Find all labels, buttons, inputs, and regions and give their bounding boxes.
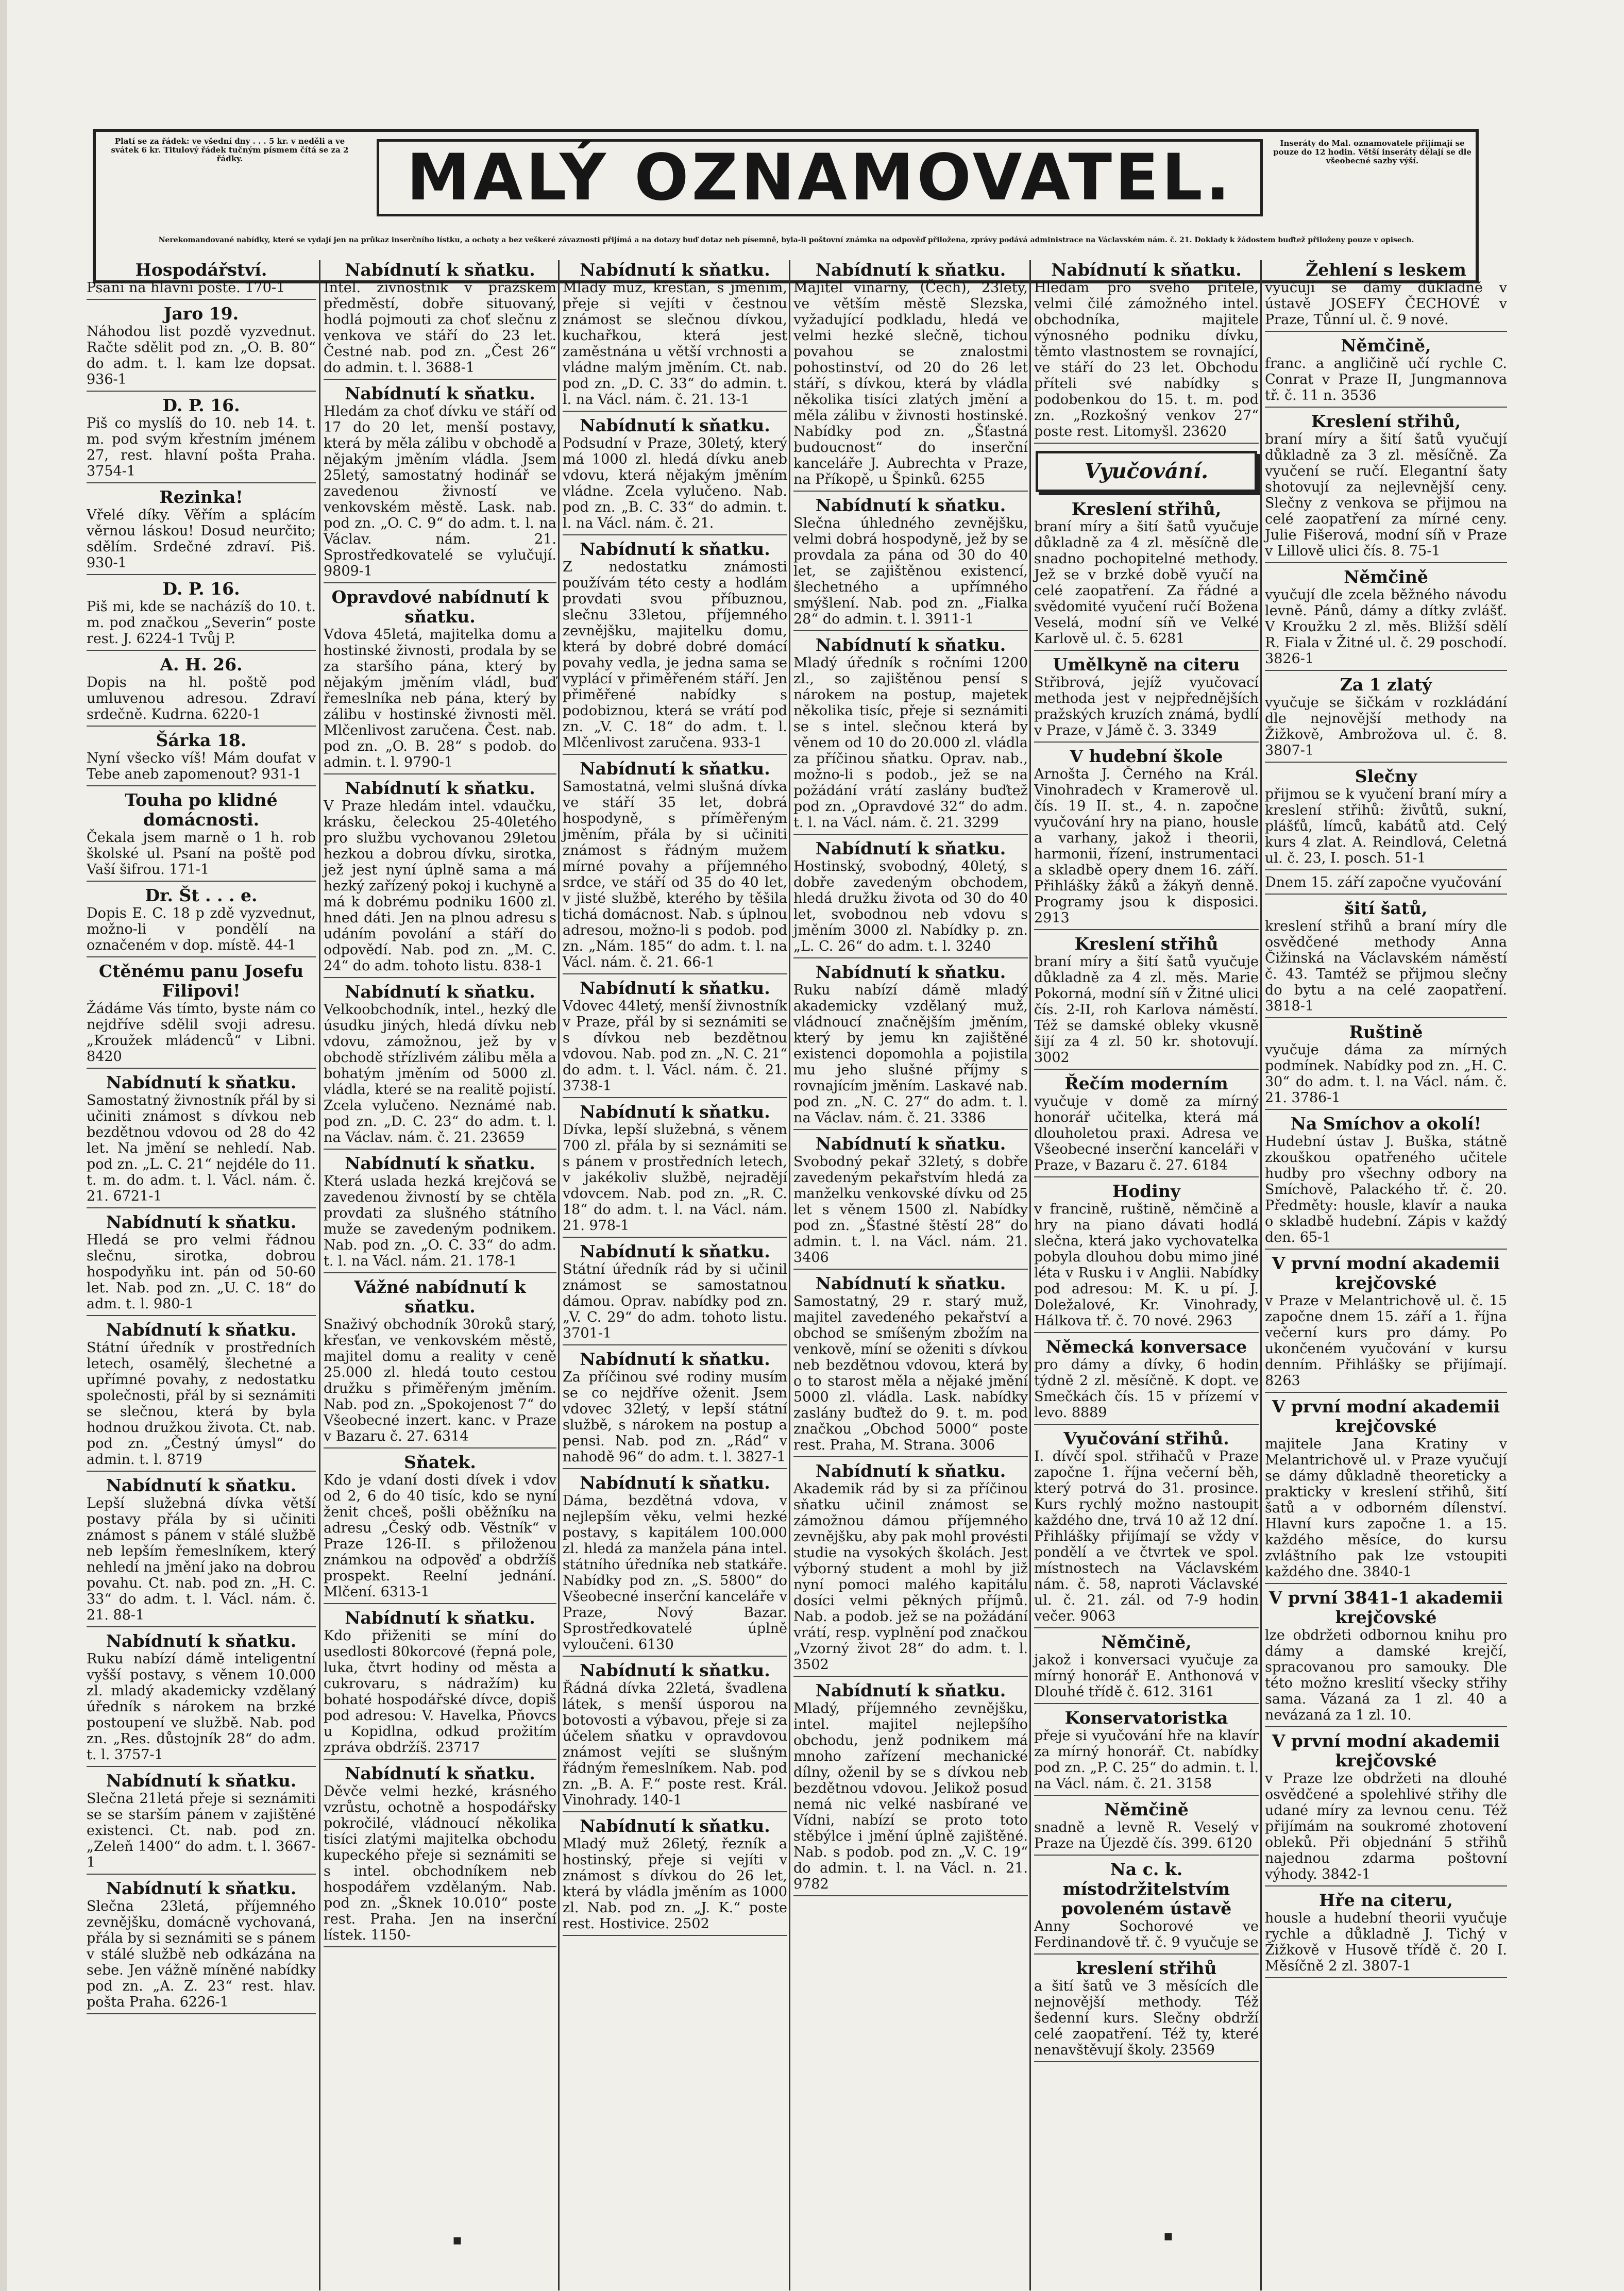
ad-heading: Nabídnutí k sňatku.: [580, 1241, 770, 1261]
classified-ad: [324, 1154, 556, 1273]
ad-text: braní míry a šití šatů vyučují důkladně za 3 zl. měsíčně. Za vyučení se ručí. Elegantní šaty shotovují za nejlevnější ceny. Slečny z venkova se přijmou na celé zaopatření za mírné ceny. Julie Fišerová, modní síň v Praze v Lillově ulici čís. 8. 75-1: [1265, 431, 1507, 559]
classified-ad: [793, 635, 1028, 835]
ad-text: Státní úředník rád by si učinil známost se samostatnou dámou. Oprav. nabídky pod zn. „V. C. 29“ do adm. tohoto listu. 3701-1: [563, 1261, 787, 1341]
ad-text: Samostatný živnostník přál by si učiniti známost s dívkou neb bezdětnou vdovou od 28 do 42 let. Na jmění se nehledí. Nab. pod zn. „L. C. 21“ nejdéle do 11. t. m. do adm. t. l. Václ. nám. č. 21. 6721-1: [87, 1092, 316, 1204]
classified-ad: [563, 1242, 787, 1345]
ad-text: Hostinský, svobodný, 40letý, s dobře zavedeným obchodem, hledá družku života od 30 do 40 let, svobodnou neb vdovu s jměním 3000 zl. Nabídky p. zn. „L. C. 26“ do adm. t. l. 3240: [793, 858, 1028, 954]
ad-text: Dívka, lepší služebná, s věnem 700 zl. přála by si seznámiti se s pánem v prostředních letech, v jakékoliv službě, nejradějí vdovcem. Nab. pod zn. „R. C. 18“ do adm. t. l. na Václ. nám. 21. 978-1: [563, 1122, 787, 1234]
ad-heading: Sňatek.: [404, 1452, 476, 1472]
ad-heading: Nabídnutí k sňatku.: [345, 1608, 535, 1628]
bottom-mark-right: ▪: [1163, 2227, 1173, 2244]
ad-text: přeje si vyučování hře na klavír za mírný honorář. Ct. nabídky pod zn. „P. C. 25“ do admin. t. l. na Václ. nám. č. 21. 3158: [1034, 1728, 1259, 1792]
ad-text: Dopis na hl. poště pod umluvenou adresou. Zdraví srdečně. Kudrna. 6220-1: [87, 675, 316, 722]
ad-heading: Němčině: [1104, 1799, 1189, 1820]
classified-ad: [324, 1453, 556, 1604]
ad-text: Akademik rád by si za příčinou sňatku učinil známost se zámožnou dámou příjemného zevnějšku, aby pak mohl provésti studie na vysokých školách. Jest výborný student a mohl by již nyní pomoci malého kapitálu dosíci velmi pěkných příjmů. Nab. a podob. jež se na požádání vrátí, resp. vyplnění pod značkou „Vzorný život 28“ do adm. t. l. 3502: [793, 1481, 1028, 1673]
classified-ad: [563, 759, 787, 974]
ad-text: Arnošta J. Černého na Král. Vinohradech v Kramerově ul. čís. 19 II. st., 4. n. započne vyučování hry na piano, housle a varhany, jakož i theorii, harmonii, řízení, instrumentaci a skladbě opery dnem 16. září. Přihlášky žáků a žákyň denně. Programy jsou k disposici. 2913: [1034, 766, 1259, 926]
ad-heading: Nabídnutí k sňatku.: [345, 1763, 535, 1783]
classified-ad: [563, 1102, 787, 1238]
ad-heading: Nabídnutí k sňatku.: [815, 1680, 1006, 1700]
ad-text: Čekala jsem marně o 1 h. rob školské ul. Psaní na poště pod Vaší šifrou. 171-1: [87, 830, 316, 878]
classified-ad: [1034, 1632, 1259, 1704]
ad-text: Žádáme Vás tímto, byste nám co nejdříve sdělil svoji adresu. „Kroužek mládenců“ v Libni. 8420: [87, 1001, 316, 1065]
ad-heading: A. H. 26.: [160, 654, 243, 675]
ad-text: Ruku nabízí dámě mladý akademicky vzdělaný muž, vládnoucí značnějším jměním, který by jemu kn zajištěné existenci dopomohla a pojistila mu jeho slušné příjmy s rovnajícím jměním. Laskavé nab. pod zn. „N. C. 27“ do adm. t. l. na Václav. nám. č. 21. 3386: [793, 982, 1028, 1126]
ad-heading: šití šatů,: [1344, 898, 1428, 918]
masthead-deadline-note: Inseráty do Mal. oznamovatele přijímají se pouze do 12 hodin. Větší inseráty dělají se dle všeobecné sazby výší.: [1273, 139, 1471, 165]
classified-ad: [563, 1473, 787, 1657]
page-edge: [0, 0, 7, 2291]
classified-ad: [563, 1350, 787, 1469]
classified-ad: [324, 779, 556, 978]
classified-ad: [563, 1816, 787, 1936]
ad-heading: Ctěnému panu Josefu Filipovi!: [98, 961, 304, 1001]
classified-ad: [1034, 747, 1259, 930]
classified-ad: [1265, 767, 1507, 870]
ad-text: vyučuje se šičkám v rozkládání dle nejnovější methody na Žižkově, Ambrožova ul. č. 8. 3807-1: [1265, 695, 1507, 759]
column-3: [558, 260, 790, 2290]
ad-heading: V první 3841-1 akademii krejčovské: [1268, 1588, 1503, 1627]
classified-ad: [87, 1073, 316, 1208]
classified-ad: [87, 790, 316, 882]
classified-ad: [1034, 655, 1259, 743]
ad-text: Z nedostatku známosti používám této cesty a hodlám provdati svou příbuznou, slečnu 33letou, příjemného zevnějšku, majitelku domu, která by dobré dobré domácí povahy vedla, je jedna sama se vyplácí v přiměřeném stáří. Jen přiměřené nabídky s podobiznou, která se vrátí pod zn. „V. C. 18“ do adm. t. l. Mlčenlivost zaručena. 933-1: [563, 559, 787, 751]
classified-ad: [324, 1277, 556, 1448]
ad-heading: Dr. Št . . . e.: [145, 885, 258, 905]
classified-ad: [87, 1879, 316, 2014]
ad-heading: Nabídnutí k sňatku.: [580, 260, 770, 280]
bottom-mark-left: ▪: [452, 2231, 462, 2248]
classified-ad: [1034, 1959, 1259, 2062]
ad-text: Anny Sochorové ve Ferdinandově tř. č. 9 vyučuje se: [1034, 1918, 1259, 1950]
ad-text: Střibrová, jejíž vyučovací methoda jest v nejpřednějších pražských kruzích známá, bydlí v Praze, v Jámě č. 3. 3349: [1034, 675, 1259, 738]
ad-text: Intel. živnostník v pražském předměstí, dobře situovaný, hodlá pojmouti za choť slečnu z venkova ve stáří do 23 let. Čestné nab. pod zn. „Čest 26“ do admin. t. l. 3688-1: [324, 280, 556, 376]
classified-ad: [1034, 1429, 1259, 1628]
ad-heading: Nabídnutí k sňatku.: [815, 1461, 1006, 1481]
classified-ad: [324, 384, 556, 583]
classified-ad: [793, 496, 1028, 631]
classified-ad: [793, 1681, 1028, 1896]
masthead-title: MALÝ OZNAMOVATEL.: [377, 139, 1263, 216]
ad-text: Ruku nabízí dámě inteligentní vyšší postavy, s věnem 10.000 zl. mladý akademicky vzdělaný úředník s nárokem na brzké postoupení ve službě. Nab. pod zn. „Res. důstojník 28“ do adm. t. l. 3757-1: [87, 1651, 316, 1763]
ad-heading: Nabídnutí k sňatku.: [815, 1273, 1006, 1293]
ad-heading: Nabídnutí k sňatku.: [345, 1153, 535, 1173]
ad-text: vyučuje dáma za mírných podmínek. Nabídky pod zn. „H. C. 30“ do adm. t. l. na Václ. nám. č. 21. 3786-1: [1265, 1042, 1507, 1106]
classified-ad: [1034, 1800, 1259, 1856]
ad-text: Samostatný, 29 r. starý muž, majitel zavedeného pekařství a obchod se smíšeným zbožím na venkově, míní se oženiti s dívkou neb bezdětnou vdovou, která by o to starost měla a nějaké jmění 5000 zl. vládla. Lask. nabídky zaslány buďtež do 9. t. m. pod značkou „Obchod 5000“ poste rest. Praha, M. Strana. 3006: [793, 1293, 1028, 1453]
ad-heading: Německá konversace: [1045, 1337, 1247, 1357]
ad-text: v Praze lze obdržeti na dlouhé osvědčené a spolehlivé střihy dle udané míry za levnou cenu. Též přijímám na soukromé zhotovení obleků. Při objednání 5 střihů najednou zdarma poštovní výhody. 3842-1: [1265, 1771, 1507, 1882]
column-6: [1260, 260, 1507, 2290]
classified-ad: [1034, 1708, 1259, 1796]
ad-text: Mladý úředník s ročními 1200 zl., so zajištěnou pensí s nárokem na postup, majetek několika tisíc, přeje si seznámiti se s intel. slečnou která by věnem od 10 do 20.000 zl. vládla za příčinou sňatku. Oprav. nab., možno-li s podob., jež se na požádání vrátí zaslány buďtež pod zn. „Opravdové 32“ do adm. t. l. na Václ. nám. č. 21. 3299: [793, 655, 1028, 831]
ad-text: vyučují se dámy důkladně v ústavě JOSEFY ČECHOVÉ v Praze, Tůnní ul. č. 9 nové.: [1265, 280, 1507, 328]
ad-heading: Šárka 18.: [156, 730, 247, 750]
ad-text: Snaživý obchodník 30roků starý, křesťan, ve venkovském městě, majitel domu a reality v ceně 25.000 zl. hledá touto cestou družku s přiměřeným jměním. Nab. pod zn. „Spokojenost 7“ do Všeobecné inzert. kanc. v Praze v Bazaru č. 27. 6314: [324, 1317, 556, 1444]
classified-ad: [324, 982, 556, 1150]
ad-text: Vdova 45letá, majitelka domu a hostinské živnosti, prodala by se za staršího pána, který by nějakým jměním vládl, buď řemeslníka neb pána, který by zálibu v hostinské živnosti měl. Mlčenlivost zaručena. Čest. nab. pod zn. „O. B. 28“ s podob. do admin. t. l. 9790-1: [324, 627, 556, 770]
ad-heading: Nabídnutí k sňatku.: [106, 1878, 297, 1898]
ad-text: Státní úředník v prostředních letech, osamělý, šlechetné a upřímné povahy, z nedostatku společnosti, přál by si seznámiti se slečnou, která by byla hodnou družkou života. Ct. nab. pod zn. „Čestný úmysl“ do admin. t. l. 8719: [87, 1340, 316, 1468]
classified-ad: [87, 962, 316, 1069]
ad-heading: Němčině,: [1341, 335, 1431, 356]
classified-ad: [87, 1476, 316, 1627]
ad-heading: Umělkyně na citeru: [1053, 654, 1240, 675]
classified-ad: [793, 260, 1028, 492]
ad-text: jakož i konversaci vyučuje za mírný honorář E. Anthonová v Dlouhé třídě č. 612. 3161: [1034, 1652, 1259, 1700]
classified-ad: [87, 487, 316, 575]
column-1: [87, 260, 319, 2290]
section-header-vyucovani: Vyučování.: [1036, 451, 1257, 492]
ad-heading: Nabídnutí k sňatku.: [815, 635, 1006, 655]
classified-ad: [1265, 1254, 1507, 1393]
classified-ad: [87, 1320, 316, 1472]
ad-heading: V první modní akademii krejčovské: [1272, 1396, 1500, 1436]
ad-heading: V první modní akademii krejčovské: [1272, 1253, 1500, 1293]
ad-text: Slečna 21letá přeje si seznámiti se se starším pánem v zajištěné existenci. Ct. nab. pod zn. „Zeleň 1400“ do adm. t. l. 3667-1: [87, 1791, 316, 1871]
ad-heading: Vážné nabídnutí k sňatku.: [354, 1277, 526, 1317]
classified-ad: [793, 1461, 1028, 1677]
classified-ad: [1034, 1860, 1259, 1955]
ad-heading: Němčině,: [1101, 1632, 1192, 1652]
classified-ad: [87, 655, 316, 727]
ad-heading: Konservatoristka: [1064, 1708, 1228, 1728]
ad-heading: Hospodářství.: [135, 260, 267, 280]
ad-text: franc. a angličině učí rychle C. Conrat v Praze II, Jungmannova tř. č. 11 n. 3536: [1265, 356, 1507, 403]
classified-ad: [87, 396, 316, 483]
ad-text: Samostatná, velmi slušná dívka ve stáří 35 let, dobrá hospodyně, s příměřeným jměním, přála by si učiniti známost s řádným mužem mírné povahy a příjemného srdce, ve stáří od 35 do 40 let, v jisté službě, kterého by těšila tichá domácnost. Nab. s úplnou adresou, možno-li s podob. pod zn. „Nám. 185“ do adm. t. l. na Václ. nám. č. 21. 66-1: [563, 779, 787, 970]
ad-heading: Nabídnutí k sňatku.: [345, 260, 535, 280]
ad-text: lze obdržeti odbornou knihu pro dámy a damské krejčí, spracovanou pro samouky. Dle této možno kreslití všecky střihy sama. Vázaná za 1 zl. 40 a nevázaná za 1 zl. 10.: [1265, 1627, 1507, 1723]
ad-text: Dnem 15. září započne vyučování: [1265, 874, 1501, 890]
classified-ad: [1265, 1397, 1507, 1584]
classified-ad: [1034, 934, 1259, 1070]
classified-ad: [563, 260, 787, 412]
classified-ad: [324, 1608, 556, 1760]
column-2: [319, 260, 560, 2290]
ad-text: V Praze hledám intel. vdaučku, krásku, čeleckou 25-40letého pro službu vychovanou 29letou hezkou a dobrou dívku, sirotka, jež jest nyní úplně sama a má hezký zařízený pokoj i kuchyně a má k dobrému podniku 1600 zl. hned dáti. Jen na plnou adresu s udáním povolání a stáří do odpovědí. Nab. pod zn. „M. C. 24“ do adm. tohoto listu. 838-1: [324, 798, 556, 974]
classified-ad: [1265, 260, 1507, 332]
ad-text: Náhodou list pozdě vyzvednut. Račte sdělit pod zn. „O. B. 80“ do adm. t. l. kam lze dopsat. 936-1: [87, 324, 316, 388]
classified-ad: [324, 260, 556, 380]
column-5: [1029, 260, 1262, 2290]
ad-heading: V první modní akademii krejčovské: [1272, 1731, 1500, 1771]
ad-heading: Na c. k. místodržitelstvím povoleném ústavě: [1061, 1859, 1232, 1918]
ad-text: Mladý, příjemného zevnějšku, intel. majitel nejlepšího obchodu, jenž podnikem má mnoho zařízení mechanické dílny, oženil by se s dívkou neb bezdětnou vdovou. Jelikož posud nemá nic velké nasbírané ve Vídni, nabízí se proto toto stěbýlce i jmění úplně zajištěné. Nab. s podob. pod zn. „V. C. 19“ do admin. t. l. na Václ. n. 21. 9782: [793, 1700, 1028, 1892]
ad-text: Kdo přiženiti se míní do usedlosti 80korcové (řepná pole, luka, čtvrt hodiny od města a cukrovaru, s nádražím) ku bohaté hospodářské dívce, dopiš pod adresou: V. Havelka, Pňovcs u Kopidlna, odkud prožitím zpráva obdržíš. 23717: [324, 1628, 556, 1756]
classified-ad: [1034, 1074, 1259, 1177]
classified-ad: [793, 1274, 1028, 1457]
ad-text: Která uslada hezká krejčová se zavedenou živností by se chtěla provdati za slušného státního muže se zavedeným podnikem. Nab. pod zn. „O. C. 33“ do adm. t. l. na Václ. nám. 21. 178-1: [324, 1173, 556, 1269]
classified-ad: [87, 260, 316, 300]
ad-text: I. dívčí spol. střihačů v Praze započne 1. října večerní běh, který potrvá do 31. prosince. Kurs rychlý možno nastoupit každého dne, trvá 10 až 12 dní. Přihlášky přijímají se vždy v pondělí a ve čtvrtek ve spol. místnostech na Václavském nám. č. 58, naproti Václavské ul. č. 21. zál. od 7-9 hodin večer. 9063: [1034, 1448, 1259, 1624]
ad-text: Psaní na hlavní poště. 170-1: [87, 280, 285, 296]
ad-heading: Nabídnutí k sňatku.: [106, 1072, 297, 1092]
ad-heading: Nabídnutí k sňatku.: [345, 383, 535, 403]
ad-text: vyučují dle zcela běžného návodu levně. Pánů, dámy a dítky zvlášť. V Kroužku 2 zl. měs. Bližší sdělí R. Fiala v Žitné ul. č. 29 poschodí. 3826-1: [1265, 587, 1507, 667]
ad-heading: Nabídnutí k sňatku.: [815, 260, 1006, 280]
ad-heading: Vyučování střihů.: [1063, 1428, 1229, 1448]
classified-ad: [1265, 1114, 1507, 1250]
ad-heading: Nabídnutí k sňatku.: [815, 495, 1006, 515]
ad-heading: Němčině: [1344, 567, 1428, 587]
ad-text: snadně a levně R. Veselý v Praze na Újezdě čís. 399. 6120: [1034, 1820, 1259, 1851]
ad-heading: Nabídnutí k sňatku.: [580, 978, 770, 998]
ad-heading: Jaro 19.: [163, 304, 239, 324]
ad-text: Slečna 23letá, příjemného zevnějšku, domácně vychovaná, přála by si seznámiti se s pánem v stálé službě neb odkázána na sebe. Jen vážně míněné nabídky pod zn. „A. Z. 23“ rest. hlav. pošta Praha. 6226-1: [87, 1898, 316, 2010]
ad-heading: D. P. 16.: [162, 579, 240, 599]
ad-heading: Nabídnutí k sňatku.: [106, 1631, 297, 1651]
masthead-rules: Nerekomandované nabídky, které se vydají jen na průkaz inserčního lístku, a ochoty a bez veškeré závaznosti přijímá a na dotazy buď dotaz neb písemně, byla-li poštovní známka na odpověď přiložena, zprávy podává administrace na Václavském nám. č. 21. Doklady k žádostem buďtež přiloženy pouze v opisech.: [158, 236, 1414, 244]
classified-ad: [1034, 1337, 1259, 1425]
ad-heading: Nabídnutí k sňatku.: [580, 759, 770, 779]
classified-ad: [1265, 899, 1507, 1018]
ad-text: braní míry a šití šatů vyučuje důkladně za 4 zl. měsíčně dle snadno pochopitelné methody. Jež se v brzké době vyučí na celé zaopatření. Za řádné a svědomité vyučení ručí Božena Veselá, modní síň ve Velké Karlově ul. č. 5. 6281: [1034, 519, 1259, 647]
classified-ad: [563, 540, 787, 755]
ad-text: Hledá se pro velmi řádnou slečnu, sirotka, dobrou hospodyňku int. pán od 50-60 let. Nab. pod zn. „U. C. 18“ do adm. t. l. 980-1: [87, 1232, 316, 1312]
ad-text: Nyní všecko víš! Mám doufat v Tebe aneb zapomenout? 931-1: [87, 750, 316, 782]
ad-text: Majitel vinárny, (Čech), 23letý, ve větším městě Slezska, vyžadující podkladu, hledá ve velmi hezké slečně, tichou povahou se znalostmi pohostinství, od 20 do 26 let stáří, s dívkou, která by vládla několika tisíci zlatých jmění a měla zálibu v živnosti hostinské. Nabídky pod zn. „Šťastná budoucnost“ do inserční kanceláře J. Aubrechta v Praze, na Příkopě, u Špinků. 6255: [793, 280, 1028, 487]
classified-ad: [324, 587, 556, 774]
classified-ad: [793, 963, 1028, 1130]
classified-ad: [1265, 1588, 1507, 1727]
ad-text: Podsudní v Praze, 30letý, který má 1000 zl. hledá dívku aneb vdovu, která nějakým jměním vládne. Zcela vylučeno. Nab. pod zn. „B. C. 33“ do admin. t. l. na Václ. nám. č. 21.: [563, 435, 787, 531]
ad-heading: Kreslení střihů,: [1311, 411, 1461, 431]
ad-text: Kdo je vdaní dosti dívek i vdov od 2, 6 do 40 tisíc, kdo se nyní ženit chceš, pošli oběžníku na adresu „Český odb. Věstník“ v Praze 126-II. s přiloženou známkou na odpověď a obdržíš prospekt. Reelní jednání. Mlčení. 6313-1: [324, 1472, 556, 1600]
classified-ad: [1265, 1022, 1507, 1110]
ad-text: Hledám za choť dívku ve stáří od 17 do 20 let, menší postavy, která by měla zálibu v obchodě a nějakým jměním vládla. Jsem 25letý, samostatný hodinář se zavedenou živností ve venkovském městě. Lask. nab. pod zn. „O. C. 9“ do adm. t. l. na Václav. nám. 21. Sprostředkovatelé se vylučují. 9809-1: [324, 403, 556, 579]
ad-heading: Nabídnutí k sňatku.: [815, 1134, 1006, 1154]
ad-text: a šití šatů ve 3 měsících dle nejnovější methody. Též šedenní kurs. Slečny obdrží celé zaopatření. Též ty, které nenavštěvují školy. 23569: [1034, 1978, 1259, 2058]
ad-heading: Slečny: [1355, 766, 1417, 786]
ad-text: kreslení střihů a braní míry dle osvědčené methody Anna Čižinská na Václavském náměstí č. 43. Tamtéž se přijmou slečny do bytu a na celé zaopatření. 3818-1: [1265, 918, 1507, 1014]
ad-heading: Nabídnutí k sňatku.: [815, 838, 1006, 858]
ad-text: Děvče velmi hezké, krásného vzrůstu, ochotně a hospodářsky pokročilé, vládnoucí několika tisíci zlatými majitelka obchodu kupeckého přeje si seznámiti se s intel. obchodníkem neb hospodářem vzdělaným. Nab. pod zn. „Šknek 10.010“ poste rest. Praha. Jen na inserční lístek. 1150-: [324, 1783, 556, 1943]
classified-ad: [563, 416, 787, 535]
ad-heading: Nabídnutí k sňatku.: [580, 1349, 770, 1369]
ad-text: Dáma, bezdětná vdova, v nejlepším věku, velmi hezké postavy, s kapitálem 100.000 zl. hledá za manžela pána intel. státního úředníka neb statkáře. Nabídky pod zn. „S. 5800“ do Všeobecné inserční kanceláře v Praze, Nový Bazar. Sprostředkovatelé úplně vyloučeni. 6130: [563, 1493, 787, 1653]
ad-text: v francině, ruštině, němčině a hry na piano dávati hodlá slečna, která jako vychovatelka pobyla dlouhou dobu mimo jiné léta v Rusku i v Anglii. Nabídky pod adresou: M. K. u pí. J. Doležalové, Kr. Vinohrady, Hálkova tř. č. 70 nové. 2963: [1034, 1201, 1259, 1329]
classified-ad: [87, 1212, 316, 1316]
ad-heading: Nabídnutí k sňatku.: [580, 415, 770, 435]
ad-heading: Ruštině: [1349, 1022, 1423, 1042]
classified-ad: [87, 1631, 316, 1767]
ad-text: Lepší služebná dívka větší postavy přála by si učiniti známost s pánem v stálé službě neb lepším řemeslníkem, který nehledí na jmění jako na dobrou povahu. Ct. nab. pod zn. „H. C. 33“ do adm. t. l. Václ. nám. č. 21. 88-1: [87, 1495, 316, 1623]
ad-heading: V hudební škole: [1070, 746, 1223, 766]
classified-ad: [1034, 1182, 1259, 1333]
classified-ad: [1034, 260, 1259, 444]
ad-text: Mladý muž 26letý, řezník a hostinský, přeje si vejíti v známost s dívkou do 26 let, která by vládla jměním as 1000 zl. Nab. pod zn. „J. K.“ poste rest. Hostivice. 2502: [563, 1836, 787, 1932]
ad-text: Slečna úhledného zevnějšku, velmi dobrá hospodyně, jež by se provdala za pána od 30 do 40 let, se zajištěnou existencí, šlechetného a upřímného smýšlení. Nab. pod zn. „Fialka 28“ do admin. t. l. 3911-1: [793, 515, 1028, 627]
ad-heading: Nabídnutí k sňatku.: [580, 1473, 770, 1493]
ad-text: v Praze v Melantrichově ul. č. 15 započne dnem 15. září a 1. října večerní kurs pro dámy. Po ukončeném vyučování v kursu denním. Přihlášky se přijímají. 8263: [1265, 1293, 1507, 1389]
ad-heading: Nabídnutí k sňatku.: [106, 1320, 297, 1340]
ad-text: Řádná dívka 22letá, švadlena látek, s menší úsporou na botovosti a výbavou, přeje si za účelem sňatku v opravdovou známost vejíti se slušným řádným řemeslníkem. Nab. pod zn. „B. A. F.“ poste rest. Král. Vinohrady. 140-1: [563, 1680, 787, 1808]
classified-ad: [1265, 874, 1507, 895]
ad-heading: Za 1 zlatý: [1340, 675, 1432, 695]
ad-text: braní míry a šití šatů vyučuje důkladně za 4 zl. měs. Marie Pokorná, modní síň v Žitné ulici čís. 2-II, roh Karlova náměstí. Též se damské obleky vkusně šijí za 4 zl. 50 kr. shotovují. 3002: [1034, 954, 1259, 1066]
ad-text: vyučuje v domě za mírný honorář učitelka, která má dlouholetou praxi. Adresa ve Všeobecné inserční kanceláři v Praze, v Bazaru č. 27. 6184: [1034, 1093, 1259, 1173]
ad-heading: D. P. 16.: [162, 395, 240, 415]
classified-ad: [1265, 567, 1507, 671]
ad-heading: Nabídnutí k sňatku.: [345, 778, 535, 798]
classified-ad: [1034, 499, 1259, 651]
ad-text: přijmou se k vyučení braní míry a kreslení střihů: živůtů, sukní, plášťů, límců, kabátů atd. Celý kurs 4 zlat. A. Reindlová, Celetná ul. č. 23, I. posch. 51-1: [1265, 786, 1507, 866]
ad-heading: Žehlení s leskem: [1306, 260, 1466, 280]
classified-ad: [324, 1764, 556, 1947]
ad-text: Svobodný pekař 32letý, s dobře zavedeným pekařstvím hledá za manželku venkovské dívku od 25 let s věnem 1500 zl. Nabídky pod zn. „Šťastné štěstí 28“ do admin. t. l. na Václ. nám. 21. 3406: [793, 1154, 1028, 1266]
ad-text: Mladý muž, křesťan, s jměním, přeje si vejíti v čestnou známost se slečnou dívkou, kuchařkou, která jest zaměstnána u větší vrchnosti a vládne malým jměním. Ct. nab. pod zn. „D. C. 33“ do admin. t. l. na Václ. nám. č. 21. 13-1: [563, 280, 787, 408]
ad-heading: Na Smíchov a okolí!: [1290, 1114, 1482, 1134]
ad-text: Piš co myslíš do 10. neb 14. t. m. pod svým křestním jménem 27, rest. hlavní pošta Praha. 3754-1: [87, 415, 316, 479]
classified-ad: [793, 1134, 1028, 1270]
ad-heading: kreslení střihů: [1076, 1958, 1217, 1978]
ad-heading: Opravdové nabídnutí k sňatku.: [331, 587, 549, 627]
classified-ad: [1265, 675, 1507, 763]
ad-text: Velkoobchodník, intel., hezký dle úsudku jiných, hledá dívku neb vdovu, zámožnou, jež by v obchodě střízlivém zálibu měla a bohatým jměním od 5000 zl. vládla, které se na realitě pojistí. Zcela vylučeno. Neznámé nab. pod zn. „D. C. 23“ do adm. t. l. na Václav. nám. č. 21. 23659: [324, 1002, 556, 1146]
ad-text: Hudební ústav J. Buška, státně zkouškou opatřeného učitele hudby pro všechny odbory na Smíchově, Palackého tř. č. 20. Předměty: housle, klavír a nauka o skladbě hudební. Zápis v každý den. 65-1: [1265, 1134, 1507, 1245]
classified-ad: [1265, 1891, 1507, 1978]
ad-heading: Touha po klidné domácnosti.: [125, 790, 278, 830]
ad-text: Hledám pro svého přítele, velmi čilé zámožného intel. obchodníka, majitele výnosného podniku dívku, těmto vlastnostem se rovnající, ve stáří do 23 let. Obchodu příteli své nabídky s podobenkou do 15. t. m. pod zn. „Rozkošný venkov 27“ poste rest. Litomyšl. 23620: [1034, 280, 1259, 440]
ad-heading: Nabídnutí k sňatku.: [580, 1102, 770, 1122]
ad-heading: Nabídnutí k sňatku.: [1051, 260, 1242, 280]
classified-ad: [793, 839, 1028, 958]
classified-ad: [563, 1661, 787, 1812]
classified-ad: [87, 579, 316, 651]
ad-heading: Nabídnutí k sňatku.: [106, 1212, 297, 1232]
classified-ad: [87, 886, 316, 957]
ad-heading: Nabídnutí k sňatku.: [106, 1475, 297, 1495]
ad-heading: Kreslení střihů: [1074, 934, 1219, 954]
ad-heading: Nabídnutí k sňatku.: [580, 539, 770, 559]
ad-text: pro dámy a dívky, 6 hodin týdně 2 zl. měsíčně. K dopt. ve Smečkách čís. 15 v přízemí v levo. 8889: [1034, 1357, 1259, 1421]
classified-ad: [1265, 412, 1507, 563]
ad-heading: Rezinka!: [159, 487, 243, 507]
ad-text: Piš mi, kde se nacházíš do 10. t. m. pod značkou „Severin“ poste rest. J. 6224-1 Tvůj P.: [87, 599, 316, 647]
column-4: [789, 260, 1031, 2290]
classified-ad: [87, 1771, 316, 1875]
classified-ad: [1265, 336, 1507, 408]
ad-heading: Kreslení střihů,: [1071, 499, 1222, 519]
classified-ad: [1265, 1731, 1507, 1886]
ad-text: Dopis E. C. 18 p zdě vyzvednut, možno-li v pondělí na označeném v dop. místě. 44-1: [87, 905, 316, 953]
ad-heading: Nabídnutí k sňatku.: [580, 1660, 770, 1680]
classified-ad: [87, 731, 316, 786]
classified-ad: [87, 304, 316, 392]
ad-heading: Nabídnutí k sňatku.: [106, 1771, 297, 1791]
masthead-price-note: Platí se za řádek: ve všední dny . . . 5 kr. v neděli a ve svátek 6 kr. Titulový řádek tučným písmem čítá se za 2 řádky.: [111, 137, 349, 163]
ad-text: Za příčinou své rodiny musím se co nejdříve oženit. Jsem vdovec 32letý, v lepší státní službě, s nárokem na postup a pensi. Nab. pod zn. „Rád“ v nahodě 96“ do adm. t. l. 3827-1: [563, 1369, 787, 1465]
ad-heading: Nabídnutí k sňatku.: [815, 962, 1006, 982]
ad-heading: Nabídnutí k sňatku.: [580, 1816, 770, 1836]
ad-heading: Řečím moderním: [1064, 1073, 1228, 1093]
ad-text: majitele Jana Kratiny v Melantrichově ul. v Praze vyučují se dámy důkladně theoreticky a prakticky v kreslení střihů, šití šatů a v odborném dílenství. Hlavní kurs započne 1. a 15. každého měsíce, do kursu zvláštního pak lze vstoupiti každého dne. 3840-1: [1265, 1436, 1507, 1580]
ad-heading: Hře na citeru,: [1319, 1890, 1453, 1910]
ad-heading: Hodiny: [1112, 1181, 1180, 1201]
ad-text: housle a hudební theorii vyučuje rychle a důkladně J. Tichý v Žižkově v Husově třídě č. 20 I. Měsíčně 2 zl. 3807-1: [1265, 1910, 1507, 1974]
classified-ad: [563, 979, 787, 1098]
ad-text: Vdovec 44letý, menší živnostník v Praze, přál by si seznámiti se s dívkou neb bezdětnou vdovou. Nab. pod zn. „N. C. 21“ do adm. t. l. Václ. nám. č. 21. 3738-1: [563, 998, 787, 1094]
ad-text: Vřelé díky. Věřím a splácím věrnou láskou! Dosud neurčito; sdělím. Srdečné zdraví. Piš. 930-1: [87, 507, 316, 571]
ad-heading: Nabídnutí k sňatku.: [345, 982, 535, 1002]
